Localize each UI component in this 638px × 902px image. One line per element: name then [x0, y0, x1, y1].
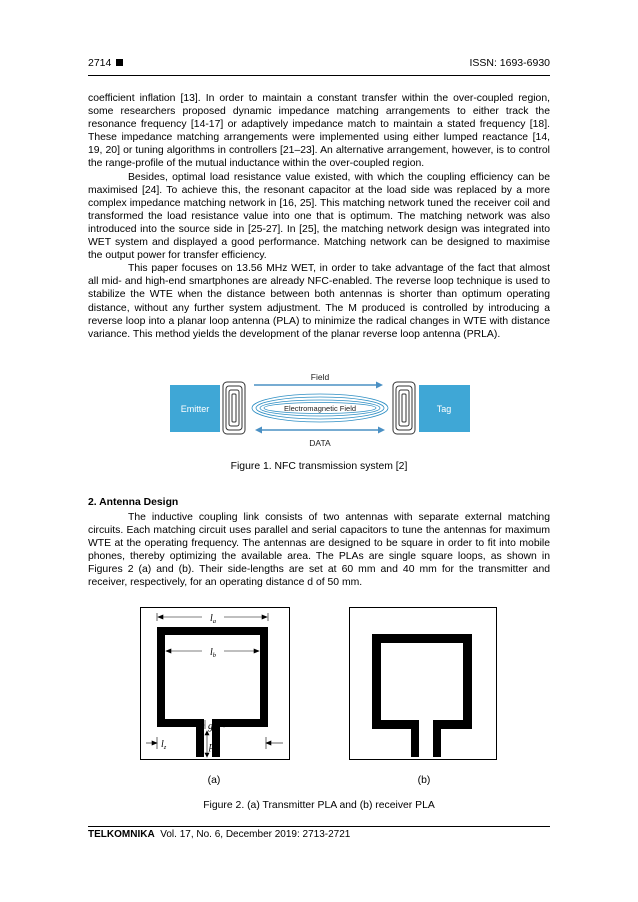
- footer-journal: TELKOMNIKA: [88, 829, 155, 840]
- p-label: p: [209, 741, 214, 752]
- tag-label: Tag: [436, 404, 452, 414]
- header-issn: ISSN: 1693-6930: [469, 57, 550, 69]
- emitter-coil-icon: [223, 382, 245, 434]
- field-label: Field: [310, 372, 330, 382]
- footer-citation: Vol. 17, No. 6, December 2019: 2713-2721: [160, 829, 351, 840]
- paragraph: Besides, optimal load resistance value existed, with which the coupling efficiency can be maximised [24]. To achieve this, the resonant capacitor at the load side was replaced by a more complex impedance matching network in [16, 25]. This matching network tuned the receiver coil and transformed the load resistance value into one that is optimum. The matching network was also introduced into the source side in [25-27]. In [25], the matching network design was integrated into WET system and displayed a good performance. Matching network can be designed to maximise the output power for transfer efficiency.: [88, 171, 550, 262]
- em-field-label: Electromagnetic Field: [283, 404, 357, 413]
- data-label: DATA: [309, 438, 331, 448]
- lb-label: $l_b$: [210, 647, 217, 659]
- figure-1-diagram: [170, 368, 470, 452]
- header-rule: [88, 75, 550, 76]
- figure-2-caption: Figure 2. (a) Transmitter PLA and (b) receiver PLA: [203, 800, 435, 811]
- paragraph: The inductive coupling link consists of two antennas with separate external matching circuits. Each matching circuit uses parallel and serial capacitors to tune the antennas for maximum WTE at the operating frequency. The antennas are designed to be square in order to fit into mobile phones, thereby optimizing the available area. The PLAs are single square loops, as shown in Figures 2 (a) and (b). Their side-lengths are set at 60 mm and 40 mm for the transmitter and receiver, respectively, for an operating distance d of 50 mm.: [88, 512, 550, 589]
- g-label: g: [208, 721, 213, 732]
- paragraph: coefficient inflation [13]. In order to maintain a constant transfer within the over-coupled region, some researchers proposed dynamic impedance matching arrangements to either track the resonance frequency [14-17] or adaptively impedance match to maintain a stated frequency [18]. These impedance matching arrangements were implemented using either lumped reactance [14, 19, 20] or tuning algorithms in controllers [21–23]. An alternative arrangement, however, is to control the range-profile of the mutual inductance within the over-coupled region.: [88, 93, 550, 170]
- footer-rule: [88, 826, 550, 827]
- figure-1-caption: Figure 1. NFC transmission system [2]: [230, 461, 408, 472]
- page-header: [88, 57, 550, 73]
- data-arrow: [255, 427, 385, 434]
- tag-coil-icon: [393, 382, 415, 434]
- figure-2a-transmitter-pla: [140, 607, 290, 760]
- paragraph: This paper focuses on 13.56 MHz WET, in order to take advantage of the fact that almost all mid- and high-end smartphones are already NFC-enabled. The reverse loop technique is used to stabilize the WTE when the distance between both antennas is shorter than optimum operating distance, without any further system adjustment. The M produced is controlled by introducing a reverse loop into a planar loop antenna (PLA) to minimize the radical changes in WTE with distance variance. This method yields the development of the planar reverse loop antenna (PRLA).: [88, 263, 550, 340]
- subfigure-b-label: (b): [417, 775, 431, 786]
- section-heading: 2. Antenna Design: [88, 497, 179, 508]
- emitter-label: Emitter: [180, 404, 210, 414]
- la-label: $l_a$: [210, 613, 217, 625]
- page-footer: [88, 829, 350, 840]
- figure-2b-receiver-pla: [349, 607, 497, 760]
- lz-label: $l_z$: [161, 739, 167, 751]
- header-page-number: 2714: [88, 57, 123, 69]
- subfigure-a-label: (a): [207, 775, 221, 786]
- square-bullet-icon: [116, 59, 123, 66]
- intro-text: [88, 92, 550, 341]
- field-arrow: [254, 382, 383, 389]
- section-2-text: [88, 511, 550, 590]
